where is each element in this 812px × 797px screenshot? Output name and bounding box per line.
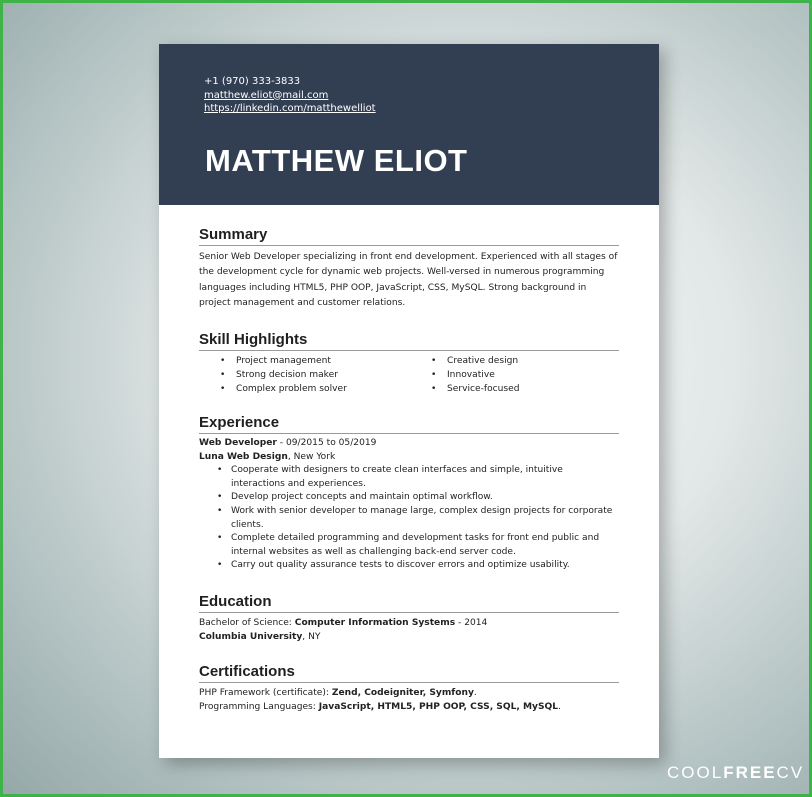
skills-section bbox=[199, 331, 619, 396]
candidate-name: MATTHEW ELIOT bbox=[205, 143, 468, 178]
school-name: Columbia University bbox=[199, 631, 303, 642]
skills-list-left bbox=[199, 355, 410, 396]
job-duty-item: • Carry out quality assurance tests to discover errors and optimize usability. bbox=[199, 559, 619, 573]
skill-item: • Strong decision maker bbox=[199, 369, 410, 383]
education-school-line bbox=[199, 631, 619, 645]
coolfreecv-watermark-logo bbox=[667, 763, 804, 783]
experience-heading: Experience bbox=[199, 414, 619, 434]
certification-line bbox=[199, 701, 619, 715]
summary-heading: Summary bbox=[199, 226, 619, 246]
contact-phone: +1 (970) 333-3833 bbox=[204, 76, 301, 87]
contact-email-link[interactable]: matthew.eliot@mail.com bbox=[204, 89, 329, 101]
certification-value: Zend, Codeigniter, Symfony bbox=[331, 688, 474, 698]
skills-heading: Skill Highlights bbox=[199, 331, 619, 351]
education-section bbox=[199, 593, 619, 644]
logo-text-cool: COOL bbox=[667, 763, 724, 782]
degree-prefix: Bachelor of Science: bbox=[199, 618, 295, 628]
job-duty-item: • Cooperate with designers to create clean interfaces and simple, intuitive interactions and experiences. bbox=[199, 464, 619, 491]
job-location: , New York bbox=[287, 451, 336, 462]
certification-period: . bbox=[558, 701, 561, 712]
logo-text-free: FREE bbox=[723, 763, 777, 782]
certification-period: . bbox=[473, 688, 477, 698]
job-duty-item: • Work with senior developer to manage large, complex design projects for corporate clients. bbox=[199, 505, 619, 532]
contact-block bbox=[204, 75, 376, 116]
education-heading: Education bbox=[199, 593, 619, 613]
certification-label: PHP Framework (certificate): bbox=[199, 688, 332, 698]
resume-page bbox=[159, 44, 659, 758]
certification-label: Programming Languages: bbox=[199, 701, 319, 712]
resume-header bbox=[159, 44, 659, 205]
skill-item: • Creative design bbox=[410, 355, 520, 369]
degree-year: - 2014 bbox=[455, 618, 488, 628]
skill-item: • Project management bbox=[199, 355, 410, 369]
job-title-line bbox=[199, 437, 619, 451]
degree-name: Computer Information Systems bbox=[294, 618, 456, 628]
summary-text: Senior Web Developer specializing in front end development. Experienced with all stages of the development cycle for dynamic web projects. Well-versed in numerous programming languages including HTML5, PHP OOP, JavaScript, CSS, MySQL. Strong background in project management and customer relations. bbox=[199, 252, 618, 308]
school-location: , NY bbox=[302, 631, 321, 642]
skill-item: • Service-focused bbox=[410, 383, 520, 397]
summary-section bbox=[199, 226, 619, 311]
certifications-section bbox=[199, 663, 619, 714]
certification-value: JavaScript, HTML5, PHP OOP, CSS, SQL, MySQL bbox=[318, 701, 559, 712]
certification-line bbox=[199, 687, 619, 701]
skill-item: • Innovative bbox=[410, 369, 520, 383]
logo-text-cv: CV bbox=[776, 763, 805, 782]
skills-list-right bbox=[410, 355, 520, 396]
job-dates: - 09/2015 to 05/2019 bbox=[276, 438, 377, 448]
job-duties-list bbox=[199, 464, 619, 573]
job-duty-item: • Develop project concepts and maintain optimal workflow. bbox=[199, 491, 619, 505]
skill-item: • Complex problem solver bbox=[199, 383, 410, 397]
job-role: Web Developer bbox=[199, 438, 277, 448]
skills-columns bbox=[199, 355, 619, 396]
job-company-line bbox=[199, 451, 619, 465]
job-company: Luna Web Design bbox=[199, 451, 288, 462]
contact-linkedin-link[interactable]: https://linkedin.com/matthewelliot bbox=[204, 103, 376, 114]
experience-section bbox=[199, 414, 619, 573]
education-degree-line bbox=[199, 617, 619, 631]
job-duty-item: • Complete detailed programming and development tasks for front end public and internal websites as well as challenging back-end server code. bbox=[199, 532, 619, 559]
certifications-heading: Certifications bbox=[199, 663, 619, 683]
